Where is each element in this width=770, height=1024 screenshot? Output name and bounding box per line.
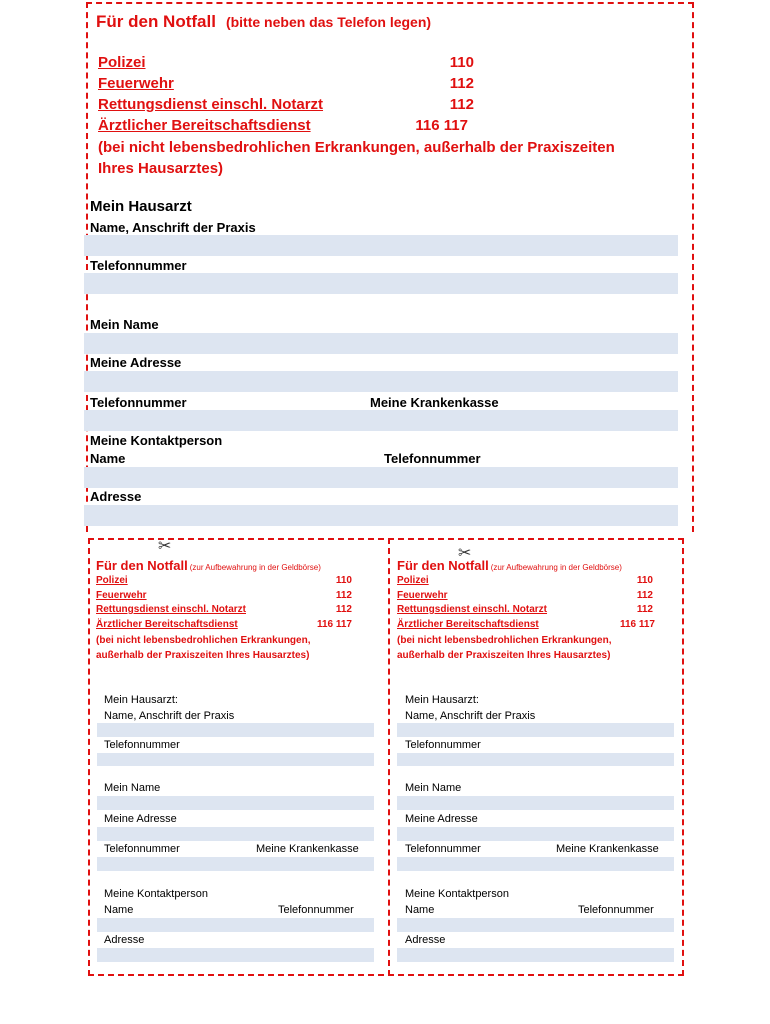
main-note-line2: Ihres Hausarztes)	[98, 160, 224, 177]
card2-doctor-field[interactable]	[397, 723, 674, 737]
card1-my-name-label: Mein Name	[104, 782, 161, 794]
card-subtitle: (zur Aufbewahrung in der Geldbörse)	[490, 563, 622, 572]
card1-doctor-heading: Mein Hausarzt:	[104, 694, 178, 706]
emergency-number: 110	[335, 575, 352, 586]
card2-contact-address-field[interactable]	[397, 948, 674, 962]
my-phone-label: Telefonnummer	[90, 395, 187, 410]
main-note	[98, 137, 615, 179]
card1-title	[96, 558, 321, 573]
emergency-line-police	[98, 53, 474, 73]
card-note-line2: außerhalb der Praxiszeiten Ihres Hausarztes)	[397, 650, 611, 661]
card-subtitle: (zur Aufbewahrung in der Geldbörse)	[189, 563, 321, 572]
contact-heading: Meine Kontaktperson	[90, 433, 223, 448]
main-subtitle: (bitte neben das Telefon legen)	[225, 14, 432, 30]
main-note-line1: (bei nicht lebensbedrohlichen Erkrankungen, außerhalb der Praxiszeiten	[98, 139, 615, 156]
emergency-label: Ärztlicher Bereitschaftsdienst	[98, 117, 311, 134]
card1-contact-field[interactable]	[97, 918, 374, 932]
card-note-line2: außerhalb der Praxiszeiten Ihres Hausarztes)	[96, 650, 310, 661]
card1-contact-name-label: Name	[104, 904, 134, 916]
card1-line-fire	[96, 589, 352, 603]
card2-doctor-sub: Name, Anschrift der Praxis	[405, 710, 536, 722]
emergency-number: 116 117	[415, 117, 468, 134]
wallet-cards-divider	[388, 538, 390, 976]
emergency-number: 112	[449, 75, 474, 92]
card2-line-ambulance	[397, 603, 653, 617]
card1-line-ambulance	[96, 603, 352, 617]
card2-contact-name-label: Name	[405, 904, 435, 916]
my-phone-insurance-field[interactable]	[84, 410, 678, 431]
card2-my-address-field[interactable]	[397, 827, 674, 841]
card1-doctor-field[interactable]	[97, 723, 374, 737]
card2-line-fire	[397, 589, 653, 603]
card1-line-oncall	[96, 618, 352, 632]
my-name-field[interactable]	[84, 333, 678, 354]
contact-address-label: Adresse	[90, 489, 142, 504]
emergency-line-ambulance	[98, 95, 474, 115]
emergency-number: 112	[449, 96, 474, 113]
emergency-label: Feuerwehr	[397, 590, 448, 601]
card2-line-police	[397, 574, 653, 588]
doctor-phone-field[interactable]	[84, 273, 678, 294]
my-address-field[interactable]	[84, 371, 678, 392]
emergency-label: Feuerwehr	[98, 75, 174, 92]
emergency-number: 112	[636, 604, 653, 615]
contact-name-phone-field[interactable]	[84, 467, 678, 488]
card2-line-oncall	[397, 618, 655, 632]
card2-my-phone-label: Telefonnummer	[405, 843, 481, 855]
emergency-label: Rettungsdienst einschl. Notarzt	[98, 96, 324, 113]
emergency-label: Ärztlicher Bereitschaftsdienst	[397, 619, 539, 630]
card2-my-name-field[interactable]	[397, 796, 674, 810]
card2-my-name-label: Mein Name	[405, 782, 462, 794]
card1-my-address-field[interactable]	[97, 827, 374, 841]
card1-my-insurance-label: Meine Krankenkasse	[256, 843, 359, 855]
scissors-icon: ✂	[158, 538, 172, 555]
card1-note	[96, 633, 310, 663]
card-note-line1: (bei nicht lebensbedrohlichen Erkrankungen,	[397, 635, 612, 646]
card1-doctor-phone-field[interactable]	[97, 753, 374, 766]
card2-contact-field[interactable]	[397, 918, 674, 932]
card1-my-name-field[interactable]	[97, 796, 374, 810]
emergency-number: 116 117	[619, 619, 655, 630]
emergency-label: Rettungsdienst einschl. Notarzt	[397, 604, 548, 615]
card1-contact-phone-label: Telefonnummer	[278, 904, 354, 916]
doctor-phone-label: Telefonnummer	[90, 258, 187, 273]
card-note-line1: (bei nicht lebensbedrohlichen Erkrankungen,	[96, 635, 311, 646]
card1-my-address-label: Meine Adresse	[104, 813, 177, 825]
card-title-text: Für den Notfall	[397, 558, 489, 573]
emergency-number: 110	[449, 54, 474, 71]
card2-my-phone-field[interactable]	[397, 857, 674, 871]
emergency-label: Rettungsdienst einschl. Notarzt	[96, 604, 247, 615]
contact-name-label: Name	[90, 451, 126, 466]
card1-line-police	[96, 574, 352, 588]
card2-doctor-phone-field[interactable]	[397, 753, 674, 766]
emergency-label: Polizei	[98, 54, 146, 71]
emergency-number: 116 117	[316, 619, 352, 630]
card1-contact-heading: Meine Kontaktperson	[104, 888, 208, 900]
card2-contact-heading: Meine Kontaktperson	[405, 888, 509, 900]
emergency-line-oncall	[98, 116, 468, 136]
card1-contact-address-field[interactable]	[97, 948, 374, 962]
card2-title	[397, 558, 622, 573]
emergency-line-fire	[98, 74, 474, 94]
my-insurance-label: Meine Krankenkasse	[370, 395, 499, 410]
emergency-number: 112	[335, 604, 352, 615]
doctor-address-field[interactable]	[84, 235, 678, 256]
contact-phone-label: Telefonnummer	[384, 451, 481, 466]
main-title	[96, 12, 431, 32]
card2-doctor-heading: Mein Hausarzt:	[405, 694, 479, 706]
card2-contact-phone-label: Telefonnummer	[578, 904, 654, 916]
emergency-label: Feuerwehr	[96, 590, 147, 601]
card1-doctor-phone-label: Telefonnummer	[104, 739, 180, 751]
card2-my-insurance-label: Meine Krankenkasse	[556, 843, 659, 855]
doctor-heading: Mein Hausarzt	[90, 198, 192, 215]
card2-note	[397, 633, 611, 663]
main-title-text: Für den Notfall	[96, 12, 216, 31]
scissors-icon: ✂	[458, 545, 472, 562]
card1-my-phone-label: Telefonnummer	[104, 843, 180, 855]
card-title-text: Für den Notfall	[96, 558, 188, 573]
emergency-label: Polizei	[96, 575, 128, 586]
contact-address-field[interactable]	[84, 505, 678, 526]
emergency-label: Polizei	[397, 575, 429, 586]
doctor-sub-label: Name, Anschrift der Praxis	[90, 220, 256, 235]
my-name-label: Mein Name	[90, 317, 159, 332]
card2-doctor-phone-label: Telefonnummer	[405, 739, 481, 751]
emergency-number: 112	[335, 590, 352, 601]
my-address-label: Meine Adresse	[90, 355, 182, 370]
card1-doctor-sub: Name, Anschrift der Praxis	[104, 710, 235, 722]
emergency-number: 110	[636, 575, 653, 586]
card2-contact-address-label: Adresse	[405, 934, 446, 946]
emergency-number: 112	[636, 590, 653, 601]
card1-my-phone-field[interactable]	[97, 857, 374, 871]
emergency-label: Ärztlicher Bereitschaftsdienst	[96, 619, 238, 630]
card2-my-address-label: Meine Adresse	[405, 813, 478, 825]
card1-contact-address-label: Adresse	[104, 934, 145, 946]
